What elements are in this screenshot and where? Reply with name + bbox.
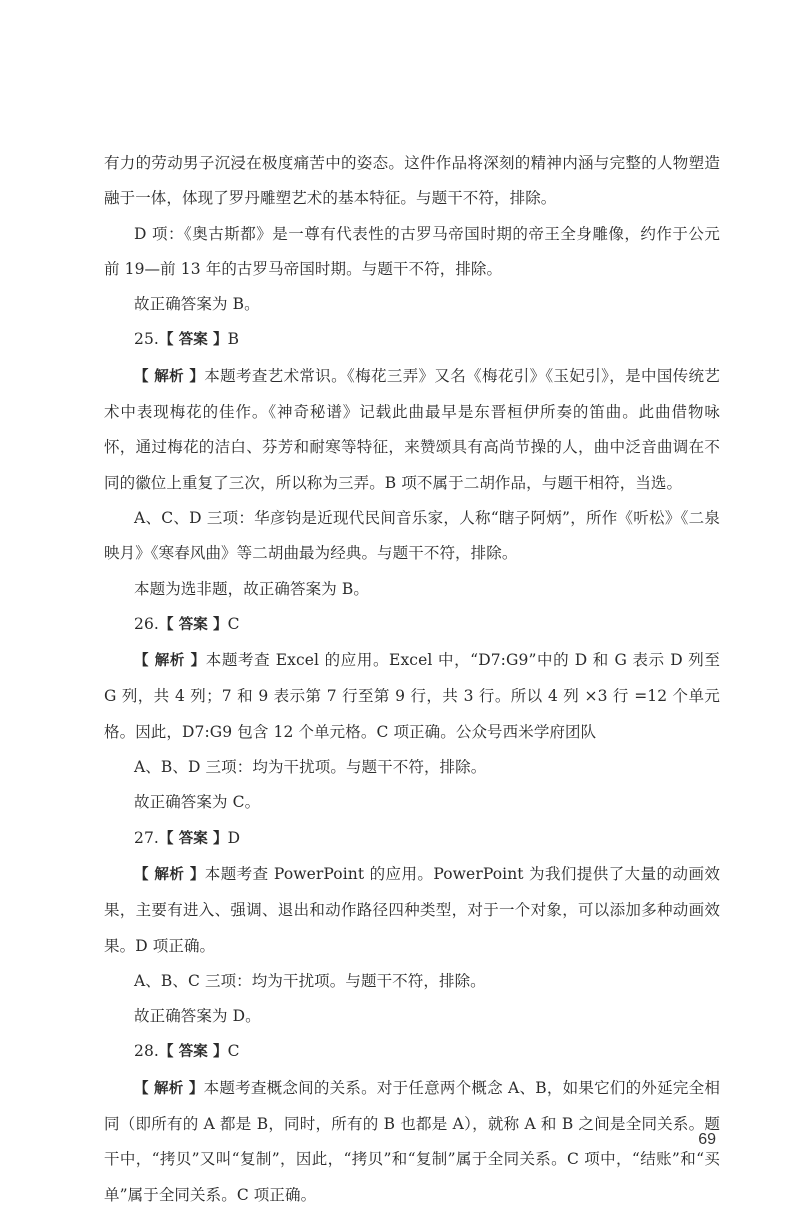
paragraph-text: 故正确答案为 C。	[134, 793, 261, 812]
answer-label: 【 答案 】	[158, 332, 228, 349]
paragraph-text: 本题考查艺术常识。《梅花三弄》又名《梅花引》《玉妃引》，是中国传统艺术中表现梅花的佳作。《神奇秘谱》记载此曲最早是东晋桓伊所奏的笛曲。此曲借物咏怀，通过梅花的洁白、芬芳和耐寒等特征，来赞颂具有高尚节操的人，曲中泛音曲调在不同的徽位上重复了三次，所以称为三弄。B 项不属于二胡作品，与题干相符，当选。	[104, 366, 720, 492]
paragraph	[104, 999, 720, 1034]
answer-value: D	[227, 828, 241, 847]
paragraph	[104, 501, 720, 572]
paragraph	[104, 750, 720, 785]
paragraph-text: D 项：《奥古斯都》是一尊有代表性的古罗马帝国时期的帝王全身雕像，约作于公元前 19—前 13 年的古罗马帝国时期。与题干不符，排除。	[104, 224, 720, 278]
answer-value: C	[227, 614, 240, 633]
paragraph-text: 故正确答案为 B。	[134, 295, 260, 314]
analysis-paragraph	[104, 359, 720, 501]
analysis-label: 【 解析 】	[134, 1080, 204, 1097]
paragraph-text: A、C、D 三项：华彦钧是近现代民间音乐家，人称“瞎子阿炳”，所作《听松》《二泉映月》《寒春风曲》等二胡曲最为经典。与题干不符，排除。	[104, 508, 720, 563]
answer-heading-27	[104, 821, 720, 857]
analysis-paragraph	[104, 857, 720, 964]
paragraph-text: 本题考查概念间的关系。对于任意两个概念 A、B，如果它们的外延完全相同（即所有的 A 都是 B，同时，所有的 B 也都是 A），就称 A 和 B 之间是全同关系。题干中，“拷贝”又叫“复制”，因此，“拷贝”和“复制”属于全同关系。C 项中，“结账”和“买单”属于全同关系。C 项正确。	[104, 1078, 720, 1204]
analysis-paragraph	[104, 643, 720, 750]
answer-heading-25	[104, 322, 720, 358]
paragraph-text: 有力的劳动男子沉浸在极度痛苦中的姿态。这件作品将深刻的精神内涵与完整的人物塑造融于一体，体现了罗丹雕塑艺术的基本特征。与题干不符，排除。	[104, 154, 720, 208]
paragraph	[104, 785, 720, 820]
paragraph	[104, 217, 720, 288]
analysis-paragraph	[104, 1071, 720, 1213]
paragraph-text: A、B、D 三项：均为干扰项。与题干不符，排除。	[134, 758, 487, 777]
answer-label: 【 答案 】	[158, 830, 228, 847]
answer-label: 【 答案 】	[158, 1044, 228, 1061]
paragraph-text: 故正确答案为 D。	[134, 1007, 261, 1026]
question-number: 26.	[134, 614, 159, 633]
paragraph-text: A、B、C 三项：均为干扰项。与题干不符，排除。	[134, 971, 486, 990]
answer-value: C	[227, 1042, 240, 1061]
answer-label: 【 答案 】	[158, 616, 228, 633]
paragraph	[104, 287, 720, 322]
analysis-label: 【 解析 】	[134, 653, 206, 670]
page-number: 69	[698, 1131, 716, 1148]
answer-heading-28	[104, 1034, 720, 1070]
answer-heading-26	[104, 607, 720, 643]
question-number: 28.	[134, 1042, 159, 1061]
analysis-label: 【 解析 】	[134, 368, 205, 385]
paragraph	[104, 572, 720, 607]
paragraph-text: 本题考查 PowerPoint 的应用。PowerPoint 为我们提供了大量的动画效果，主要有进入、强调、退出和动作路径四种类型，对于一个对象，可以添加多种动画效果。D 项正确。	[104, 864, 720, 955]
question-number: 25.	[134, 330, 159, 349]
paragraph	[104, 146, 720, 217]
paragraph	[104, 964, 720, 999]
page-body	[104, 146, 720, 1213]
paragraph-text: 本题为选非题，故正确答案为 B。	[134, 579, 369, 598]
paragraph-text: 本题考查 Excel 的应用。Excel 中，“D7:G9”中的 D 和 G 表示 D 列至 G 列，共 4 列；7 和 9 表示第 7 行至第 9 行，共 3 行。所以 4 列 ×3 行 =12 个单元格。因此，D7:G9 包含 12 个单元格。C 项正确。公众号西米学府团队	[104, 651, 720, 741]
analysis-label: 【 解析 】	[134, 866, 205, 883]
question-number: 27.	[134, 828, 159, 847]
answer-value: B	[227, 330, 240, 349]
